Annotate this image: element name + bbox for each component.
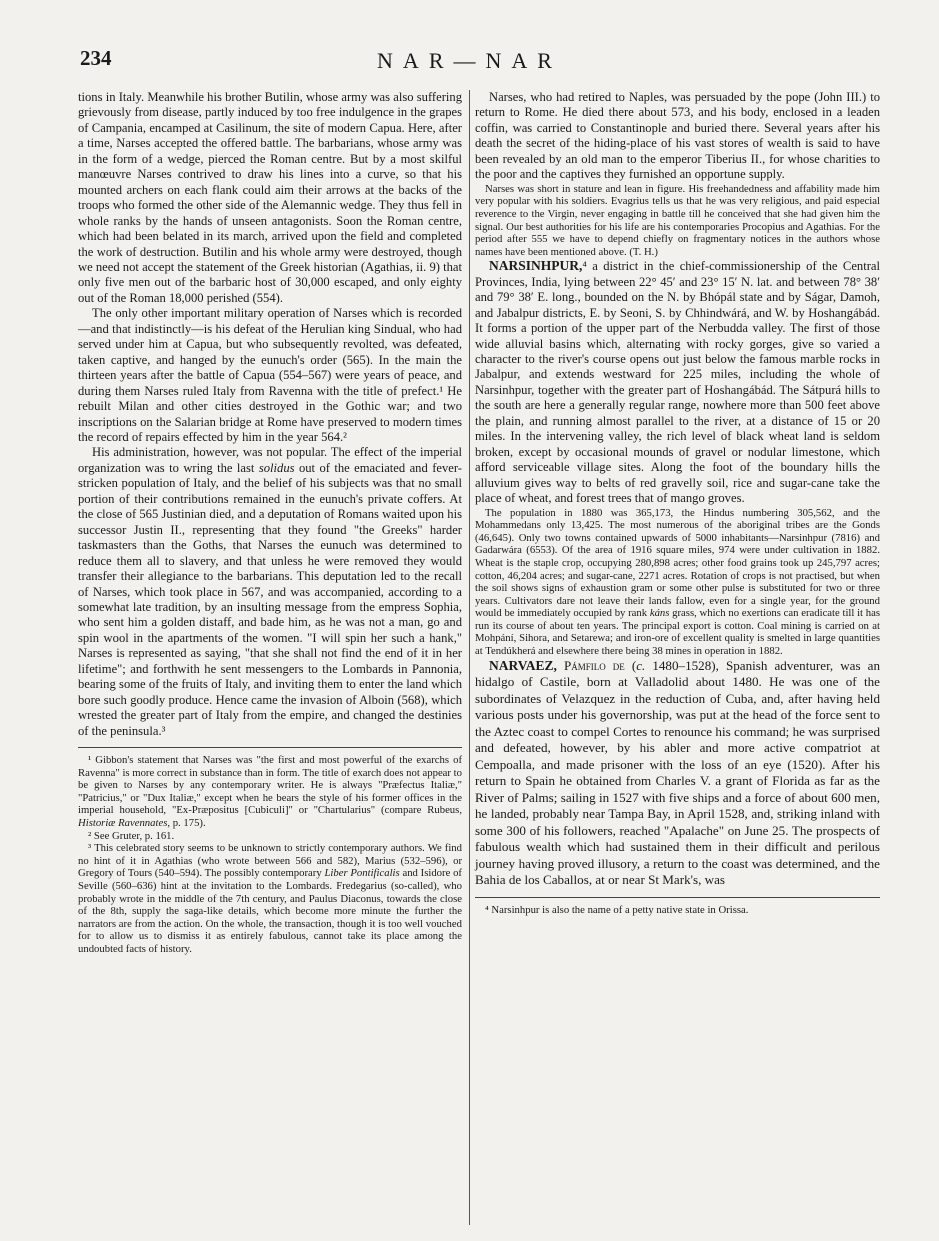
paragraph-sindual-defeat: The only other important military operation of Narses which is recorded—and that indistinctly—is his defeat of the Herulian king Sindual, who had served under him at Capua, but who subsequently revolted, was defeated, taken captive, and hanged by the eunuch's order (565). In the main the thirteen years after the battle of Capua (554–567) were years of peace, and during them Narses ruled Italy from Ravenna with the title of prefect.¹ He rebuilt Milan and other cities destroyed in the Gothic war; and two inscriptions on the Salarian bridge at Rome have preserved to modern times the record of repairs effected by him in the year 564.² (78, 306, 462, 444)
footnote-divider-right (475, 897, 880, 898)
headword-narsinhpur: NARSINHPUR, (489, 258, 583, 274)
page-number: 234 (80, 46, 112, 70)
footnote-2: ² See Gruter, p. 161. (88, 829, 175, 842)
footnote-divider (78, 747, 462, 748)
entry-narvaez: NARVAEZ, Pámfilo de (c. 1480–1528), Spanish adventurer, was an hidalgo of Castile, born at Valladolid about 1480. He was one of the subordinates of Velazquez in the reduction of Cuba, and, after having held various posts under his governorship, was put at the head of the force sent to the Aztec coast to compel Cortes to renounce his command; he was surprised and defeated, however, by his abler and more active compatriot at Cempoalla, and made prisoner with the loss of an eye (1520). After his return to Spain he obtained from Charles V. a grant of Florida as far as the River of Palms; sailing in 1527 with five ships and a force of about 600 men, he landed, probably near Tampa Bay, in April 1528, and, striking inland with some 300 of his followers, reached "Apalache" on June 25. The prospects of fabulous wealth which had sustained them in their difficult and perilous journey having proved illusory, a return to the coast was determined, and the Bahia de los Caballos, at or near St Mark's, was (475, 657, 880, 888)
left-column (78, 90, 462, 956)
footnote-4: ⁴ Narsinhpur is also the name of a petty native state in Orissa. (485, 903, 749, 916)
paragraph-butilin-battle: tions in Italy. Meanwhile his brother Butilin, whose army was also suffering grievously from disease, partly induced by too free indulgence in the grapes of Campania, encamped at Casilinum, the site of modern Capua. Here, after a time, Narses accepted the offered battle. The barbarians, whose army was in the form of a wedge, pierced the Roman centre. But by a most skilful manœuvre Narses contrived to draw his lines into a curve, so that his mounted archers on each flank could aim their arrows at the backs of the troops who formed the other side of the Alemannic wedge. They thus fell in whole ranks by the hands of unseen antagonists. Soon the Roman centre, which had been belated in its march, arrived upon the field and completed the work of destruction. Butilin and his whole army were destroyed, though we need not accept the statement of the Greek historian (Agathias, ii. 9) that only five men out of the barbaric host of 30,000 escaped, and only eighty out of the Roman 18,000 perished (554). (78, 90, 462, 305)
footnote-3: ³ This celebrated story seems to be unknown to strictly contemporary authors. We find no hint of it in Agathias (who wrote between 566 and 582), Marius (532–596), or Gregory of Tours (540–594). The possibly contemporary Liber Pontificalis and Isidore of Seville (560–636) hint at the invitation to the Lombards. Fredegarius (so-called), who probably wrote in the middle of the 7th century, and Paulus Diaconus, towards the close of the 8th, supply the saga-like details, which become more minute the further the narrators are from the action. On the whole, the transaction, though it is too well vouched for to allow us to dismiss it as entirely fabulous, cannot take its place among the undoubted facts of history. (78, 842, 462, 955)
paragraph-narses-character: Narses was short in stature and lean in figure. His freehandedness and affability made him very popular with his soldiers. Evagrius tells us that he was very religious, and paid especial reverence to the Virgin, never engaging in battle till he conceived that she had given him the signal. Our best authorities for his life are his contemporaries Procopius and Agathias. For the period after 555 we have to depend chiefly on fragmentary notices in the authors whose names have been mentioned above. (T. H.) (475, 182, 880, 258)
footnote-1: ¹ Gibbon's statement that Narses was "the first and most powerful of the exarchs of Ravenna" is more correct in substance than in form. The title of exarch does not appear to be given to Narses by any contemporary writer. He is always "Præfectus Italiæ," "Patricius," or "Dux Italiæ," except when he bears the style of his former offices in the imperial household, "Ex-Præpositus [Cubiculi]" or "Chartularius" (compare Rubeus, Historiæ Ravennates, p. 175). (78, 754, 462, 829)
paragraph-narsinhpur-population: The population in 1880 was 365,173, the Hindus numbering 305,562, and the Mohammedans only 13,425. The most numerous of the aboriginal tribes are the Gonds (46,645). Only two towns contained upwards of 5000 inhabitants—Narsinhpur (7816) and Gadarwára (6553). Of the area of 1916 square miles, 974 were under cultivation in 1882. Wheat is the staple crop, occupying 280,898 acres; other food grains took up 245,797 acres; cotton, 46,204 acres; and sugar-cane, 2271 acres. Rotation of crops is not practised, but when the soil shows signs of exhaustion gram or some other pulse is substituted for two or three years. Cultivators dare not leave their lands fallow, even for a single year, for the ground would be immediately occupied by rank káns grass, which no exertions can eradicate till it has run its course of about ten years. The principal export is cotton. Coal mining is carried on at Mohpání, Sihora, and Setarewa; and iron-ore of excellent quality is smelted in large quantities at Tendúkherá and elsewhere there being 38 mines in operation in 1882. (475, 506, 880, 658)
running-head: NAR—NAR (377, 48, 562, 73)
right-column (475, 90, 880, 916)
paragraph-narses-death: Narses, who had retired to Naples, was persuaded by the pope (John III.) to return to Rome. He died there about 573, and his body, enclosed in a leaden coffin, was carried to Constantinople and buried there. Several years after his death the secret of the hiding-place of his vast stores of wealth is said to have been revealed by an old man to the emperor Tiberius II., for whose charities to the poor and the captives they furnished an opportune supply. (475, 90, 880, 182)
column-divider (469, 90, 470, 1225)
entry-narsinhpur: NARSINHPUR,⁴ a district in the chief-commissionership of the Central Provinces, India, lying between 22° 45′ and 23° 15′ N. lat. and between 78° 38′ and 79° 38′ E. long., bounded on the N. by Bhópál state and by Ságar, Damoh, and Jabalpur districts, E. by Seoni, S. by Chhindwárá, and W. by Hoshangábád. It forms a portion of the upper part of the Nerbudda valley. The first of those wide alluvial basins which, alternating with rocky gorges, give so varied a character to the river's course opens out just below the famous marble rocks in Jabalpur, and extends westward for 225 miles, including the whole of Narsinhpur, together with the greater part of Hoshangábád. The Sátpurá hills to the south are here a generally regular range, nowhere more than 500 feet above the plain, and running almost parallel to the river, at a distance of 15 or 20 miles. In the intervening valley, the rich level of black wheat land is seldom broken, except by occasional mounds of gravel or nodular limestone, which afford serviceable village sites. Along the foot of the boundary hills the alluvium gives way to belts of red gravelly soil, rice and sugar-cane take the place of wheat, and forest trees that of mango groves. (475, 258, 880, 506)
paragraph-administration: His administration, however, was not popular. The effect of the imperial organization was to wring the last solidus out of the emaciated and fever-stricken population of Italy, and the belief of his subjects was that no small portion of their contributions remained in the eunuch's private coffers. At the close of 565 Justinian died, and a deputation of Romans waited upon his successor Justin II., representing that they found "the Greeks" harder taskmasters than the Goths, that Narses the eunuch was determined to reduce them all to slavery, and that unless he were removed they would transfer their allegiance to the barbarians. This deputation led to the recall of Narses, which took place in 567, and was accompanied, according to a somewhat late tradition, by an insulting message from the empress Sophia, who sent him a golden distaff, and bade him, as he was not a man, go and spin wool in the apartments of the women. "I will spin her such a hank," Narses is represented as saying, "that she shall not find the end of it in her lifetime"; and forthwith he sent messengers to the Lombards in Pannonia, bearing some of the fruits of Italy, and inviting them to enter the land which bore such goodly produce. Hence came the invasion of Alboin (568), which wrested the greater part of Italy from the empire, and changed the destinies of the peninsula.³ (78, 445, 462, 738)
headword-narvaez: NARVAEZ, (489, 657, 557, 673)
